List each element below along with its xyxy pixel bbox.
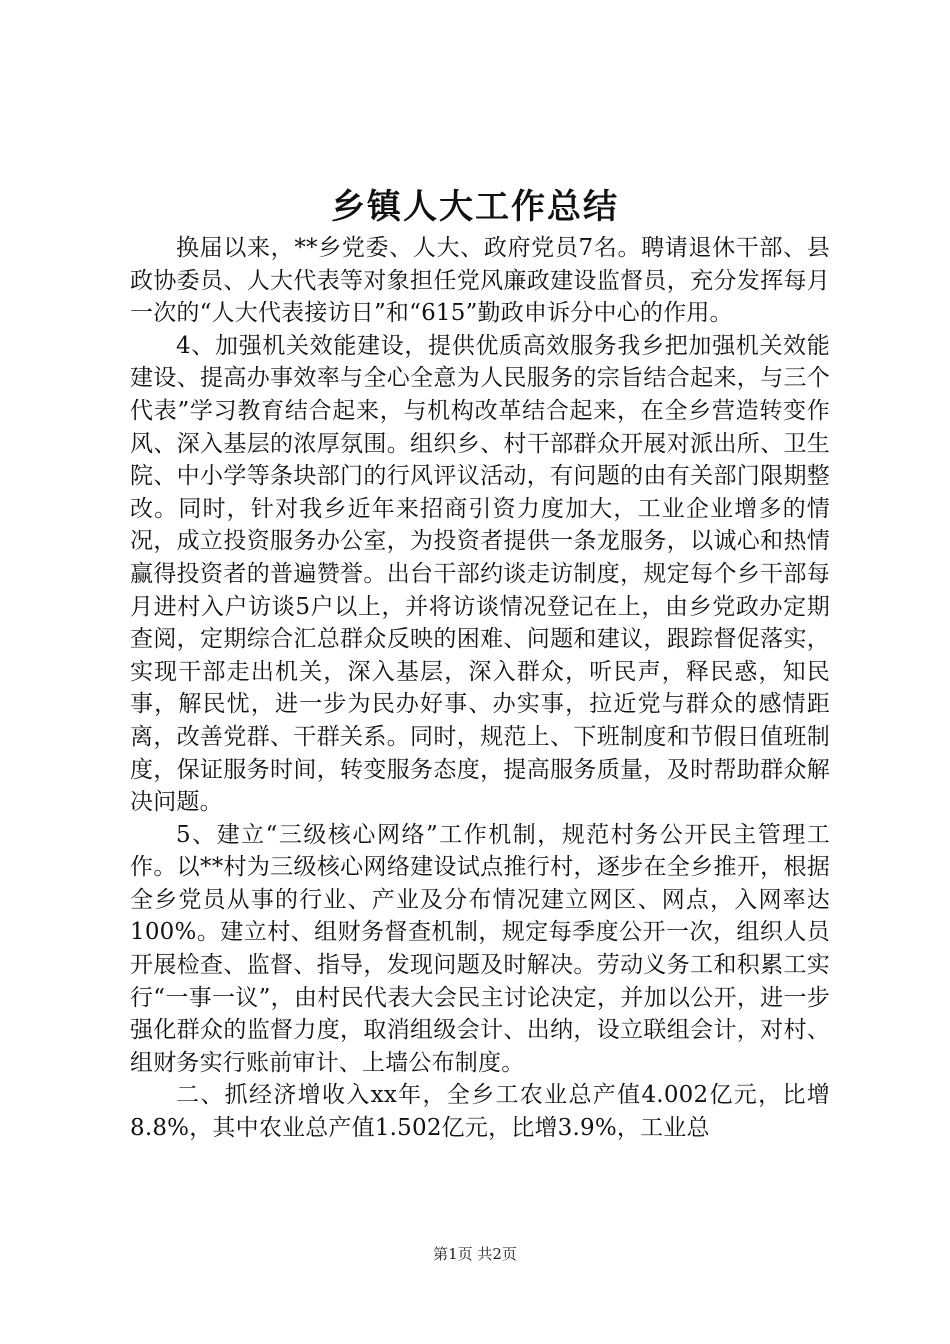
paragraph-intro: 换届以来，**乡党委、人大、政府党员7名。聘请退休干部、县政协委员、人大代表等对象担任党风廉政建设监督员，充分发挥每月一次的“人大代表接访日”和“615”勤政申诉分中心的作用。	[130, 235, 830, 327]
paragraph-efficiency: 4、加强机关效能建设，提供优质高效服务我乡把加强机关效能建设、提高办事效率与全心全意为人民服务的宗旨结合起来，与三个代表”学习教育结合起来，与机构改革结合起来，在全乡营造转变作风、深入基层的浓厚氛围。组织乡、村干部群众开展对派出所、卫生院、中小学等条块部门的行风评议活动，有问题的由有关部门限期整改。同时，针对我乡近年来招商引资力度加大，工业企业增多的情况，成立投资服务办公室，为投资者提供一条龙服务，以诚心和热情赢得投资者的普遍赞誉。出台干部约谈走访制度，规定每个乡干部每月进村入户访谈5户以上，并将访谈情况登记在上，由乡党政办定期查阅，定期综合汇总群众反映的困难、问题和建议，跟踪督促落实，实现干部走出机关，深入基层，深入群众，听民声，释民惑，知民事，解民忧，进一步为民办好事、办实事，拉近党与群众的感情距离，改善党群、干群关系。同时，规范上、下班制度和节假日值班制度，保证服务时间，转变服务态度，提高服务质量，及时帮助群众解决问题。	[130, 332, 830, 816]
paragraph-network: 5、建立“三级核心网络”工作机制，规范村务公开民主管理工作。以**村为三级核心网络建设试点推行村，逐步在全乡推开，根据全乡党员从事的行业、产业及分布情况建立网区、网点，入网率达100%。建立村、组财务督查机制，规定每季度公开一次，组织人员开展检查、监督、指导，发现问题及时解决。劳动义务工和积累工实行“一事一议”，由村民代表大会民主讨论决定，并加以公开，进一步强化群众的监督力度，取消组级会计、出纳，设立联组会计，对村、组财务实行账前审计、上墙公布制度。	[130, 821, 830, 1076]
page-number-footer: 第1页 共2页	[433, 1245, 517, 1263]
document-title: 乡镇人大工作总结	[331, 187, 619, 227]
paragraph-economy: 二、抓经济增收入xx年，全乡工农业总产值4.002亿元，比增8.8%，其中农业总产值1.502亿元，比增3.9%，工业总	[130, 1082, 830, 1142]
document-body	[130, 232, 830, 1145]
